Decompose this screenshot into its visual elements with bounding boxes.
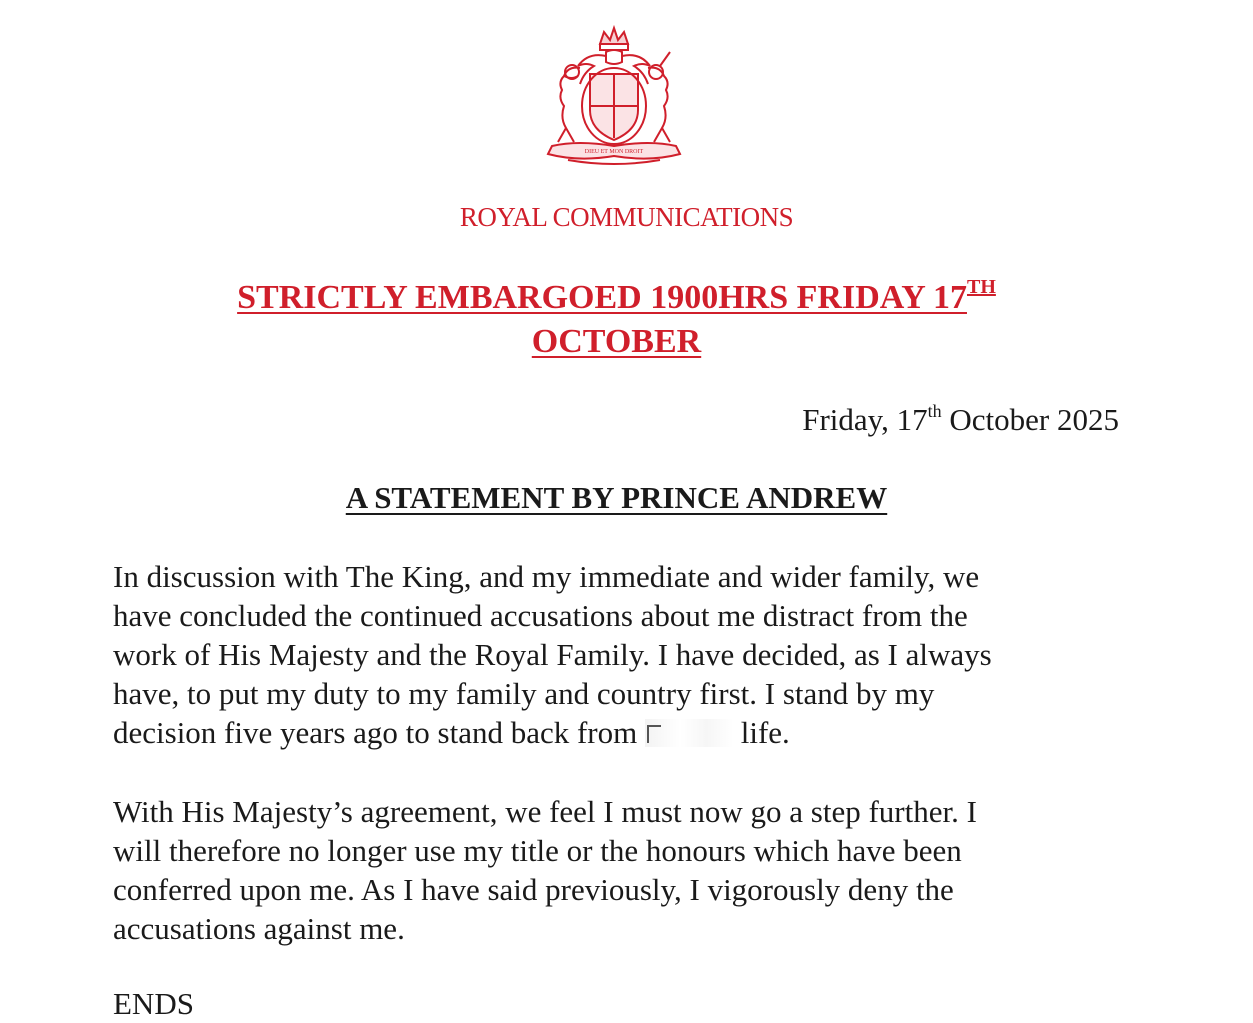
paragraph-1: [113, 557, 1113, 752]
organization-name: ROYAL COMMUNICATIONS: [459, 202, 794, 232]
ends-marker: ENDS: [113, 986, 194, 1021]
date-superscript: th: [927, 401, 942, 421]
embargo-line-2: OCTOBER: [531, 323, 702, 360]
crest-motto: DIEU ET MON DROIT: [584, 149, 644, 155]
paragraph-1-line: In discussion with The King, and my immediate and wider family, we: [113, 559, 980, 594]
paragraph-2-line: conferred upon me. As I have said previously, I vigorously deny the: [113, 872, 954, 907]
paragraph-1-line: have, to put my duty to my family and country first. I stand by my: [113, 676, 935, 711]
embargo-notice: [150, 276, 1083, 364]
paragraph-2-line: accusations against me.: [113, 911, 405, 946]
embargo-line-1-superscript: TH: [966, 276, 996, 298]
royal-coat-of-arms-icon: [528, 22, 700, 170]
statement-date: [802, 402, 1119, 438]
embargo-line-1: STRICTLY EMBARGOED 1900HRS FRIDAY 17: [237, 279, 967, 316]
date-suffix: October 2025: [941, 402, 1119, 437]
paragraph-1-line: work of His Majesty and the Royal Family. I have decided, as I always: [113, 637, 992, 672]
paragraph-1-tail: life.: [740, 715, 790, 750]
paragraph-2-line: With His Majesty’s agreement, we feel I must now go a step further. I: [113, 794, 977, 829]
redaction-mark: [645, 719, 733, 747]
paragraph-1-line: have concluded the continued accusations about me distract from the: [113, 598, 968, 633]
paragraph-1-line-last: [113, 713, 1113, 752]
statement-title: A STATEMENT BY PRINCE ANDREW: [345, 480, 888, 515]
date-prefix: Friday, 17: [802, 402, 928, 437]
paragraph-1-line: decision five years ago to stand back from: [113, 715, 638, 750]
paragraph-2: [113, 792, 1113, 948]
paragraph-2-line: will therefore no longer use my title or the honours which have been: [113, 833, 962, 868]
